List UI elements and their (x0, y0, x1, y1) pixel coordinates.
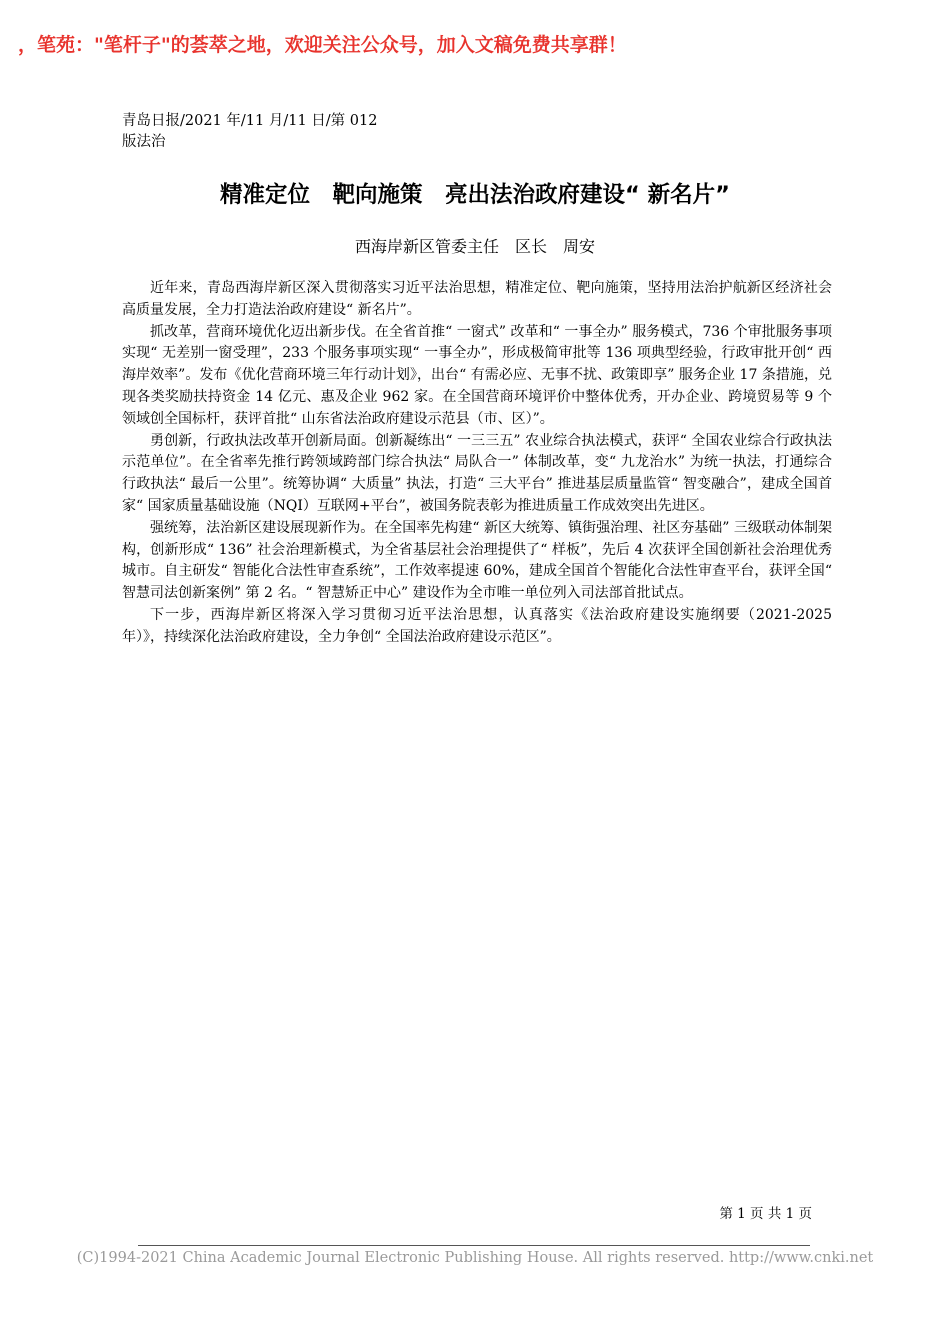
source-line-2: 版法治 (122, 134, 166, 150)
footer-divider (138, 1245, 810, 1246)
article-author: 西海岸新区管委主任 区长 周安 (354, 237, 595, 256)
paragraph-intro: 近年来，青岛西海岸新区深入贯彻落实习近平法治思想，精准定位、靶向施策，坚持用法治护航新区经济社会高质量发展，全力打造法治政府建设“ 新名片”。 (122, 280, 832, 318)
paragraph-innovation: 勇创新，行政执法改革开创新局面。创新凝练出“ 一三三五” 农业综合执法模式，获评“ 全国农业综合行政执法示范单位”。在全省率先推行跨领域跨部门综合执法“ 局队合一” 体制改革，变“ 九龙治水” 为统一执法，打通综合行政执法“ 最后一公里”。统筹协调“ 大质量” 执法，打造“ 三大平台” 推进基层质量监管“ 智变融合”，建成全国首家“ 国家质量基础设施（NQI）互联网+平台”，被国务院表彰为推进质量工作成效突出先进区。 (122, 432, 832, 514)
copyright-footer: (C)1994-2021 China Academic Journal Electronic Publishing House. All rights reserved. http://www.cnki.net (76, 1250, 874, 1266)
paragraph-next-step: 下一步，西海岸新区将深入学习贯彻习近平法治思想，认真落实《法治政府建设实施纲要（2021-2025 年）》，持续深化法治政府建设，全力争创“ 全国法治政府建设示范区”。 (122, 606, 832, 645)
promo-banner: ，笔苑："笔杆子"的荟萃之地，欢迎关注公众号，加入文稿免费共享群！ (18, 34, 627, 56)
source-info (122, 111, 377, 153)
source-line-1: 青岛日报/2021 年/11 月/11 日/第 012 (122, 113, 378, 129)
paragraph-coordination: 强统筹，法治新区建设展现新作为。在全国率先构建“ 新区大统筹、镇街强治理、社区夯基础” 三级联动体制架构，创新形成“ 136” 社会治理新模式，为全省基层社会治理提供了“ 样板”，先后 4 次获评全国创新社会治理优秀城市。自主研发“ 智能化合法性审查系统”，工作效率提速 60%，建成全国首个智能化合法性审查平台，获评全国“ 智慧司法创新案例” 第 2 名。“ 智慧矫正中心” 建设作为全市唯一单位列入司法部首批试点。 (122, 519, 832, 602)
article-body (122, 278, 832, 649)
article-title: 精准定位 靶向施策 亮出法治政府建设“ 新名片” (220, 182, 730, 208)
page-number: 第 1 页 共 1 页 (719, 1206, 812, 1222)
paragraph-reform: 抓改革，营商环境优化迈出新步伐。在全省首推“ 一窗式” 改革和“ 一事全办” 服务模式，736 个审批服务事项实现“ 无差别一窗受理”，233 个服务事项实现“ 一事全办”，形成极简审批等 136 项典型经验，行政审批开创“ 西海岸效率”。发布《优化营商环境三年行动计划》，出台“ 有需必应、无事不扰、政策即享” 服务企业 17 条措施，兑现各类奖励扶持资金 14 亿元、惠及企业 962 家。在全国营商环境评价中整体优秀，开办企业、跨境贸易等 9 个领域创全国标杆，获评首批“ 山东省法治政府建设示范县（市、区）”。 (122, 323, 832, 427)
